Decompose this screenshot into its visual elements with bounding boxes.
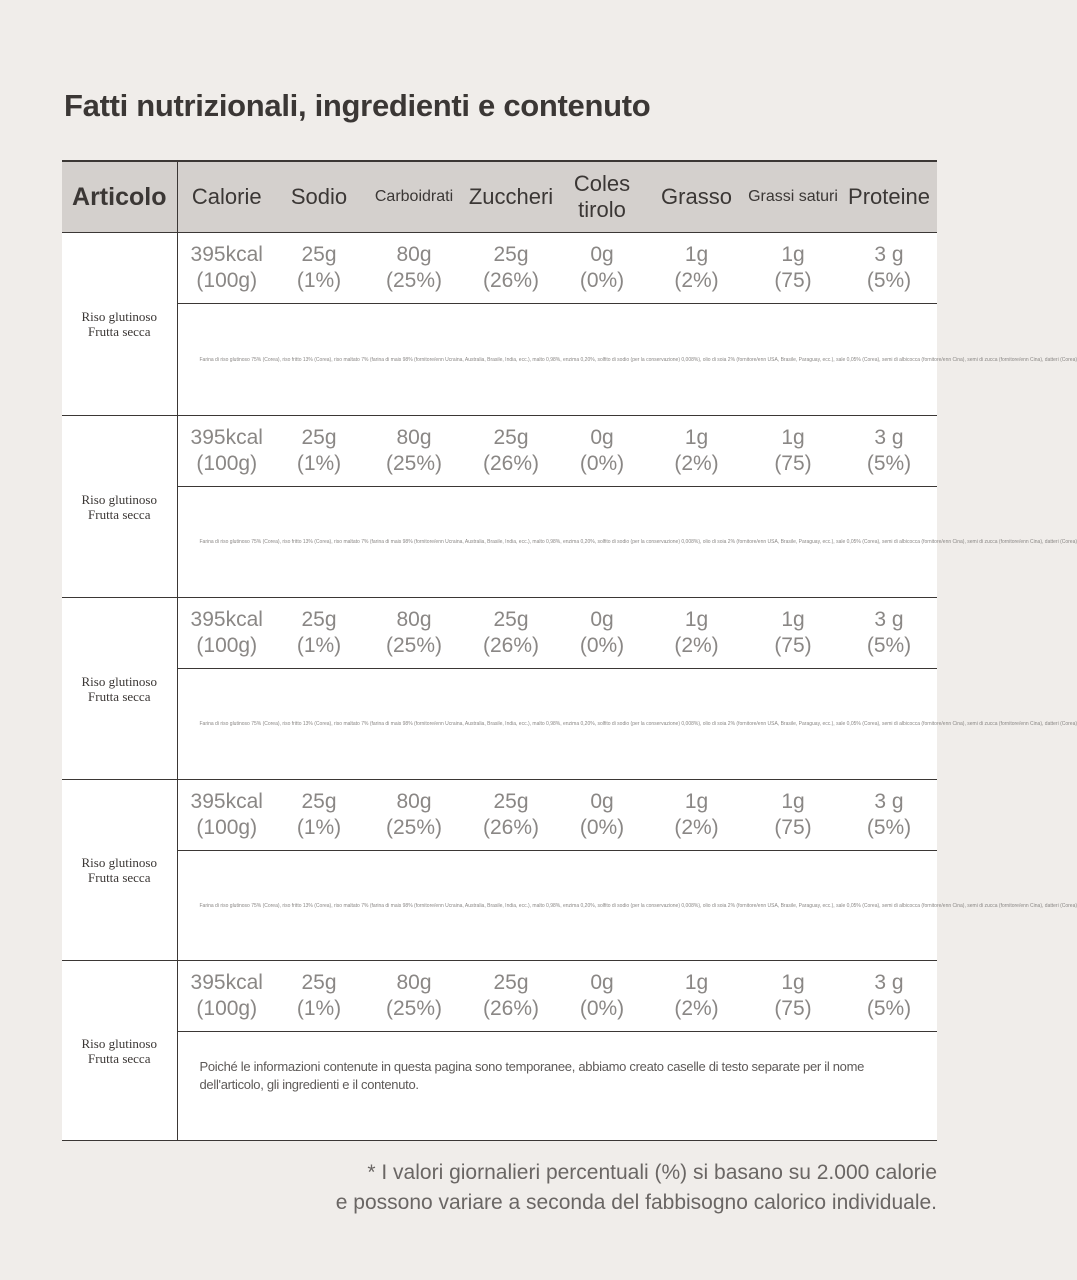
carbs-cell [362,780,466,851]
header-cholesterol-line2: tirolo [578,197,626,222]
carbs-sub: (25%) [385,452,443,475]
saturated-fat-value: 1g [781,243,805,266]
protein-cell [841,961,937,1032]
sugars-cell [466,416,556,487]
carbs-cell [362,416,466,487]
protein-value: 3 g [874,790,904,813]
sugars-value: 25g [493,426,529,449]
saturated-fat-sub: (75) [774,634,812,657]
sodium-sub: (1%) [296,997,342,1020]
item-name-line1: Riso glutinoso [81,673,157,689]
sodium-sub: (1%) [296,634,342,657]
item-name-line2: Frutta secca [88,688,151,704]
cholesterol-cell [556,233,648,304]
header-item: Articolo [62,161,177,233]
sugars-sub: (26%) [482,269,540,292]
item-name-cell [62,416,177,598]
carbs-value: 80g [396,971,432,994]
sodium-cell [276,598,362,669]
ingredients-text: Farina di riso glutinoso 75% (Corea), riso fritto 13% (Corea), riso maltato 7% (farina di mais 98% (fornitore/enn Ucraina, Australia, Brasile, India, ecc.), malto 0,98%, enzima 0,20%, solfito di sodio (per la conservazione) 0,008%), olio di soia 2% (fornitore/enn USA, Brasile, Paraguay, ecc.), sale 0,05% (Corea), semi di albicocca (fornitore/enn Cina), semi di zucca (fornitore/enn Cina), datteri (Corea) [177,487,937,598]
calories-value: 395kcal [190,971,263,994]
item-name-line1: Riso glutinoso [81,1035,157,1051]
fat-cell [648,598,745,669]
sugars-value: 25g [493,608,529,631]
fat-value: 1g [684,971,709,994]
temporary-info-note: Poiché le informazioni contenute in questa pagina sono temporanee, abbiamo creato caselle di testo separate per il nome dell'articolo, gli ingredienti e il contenuto. [177,1032,937,1141]
protein-sub: (5%) [866,452,912,475]
sodium-value: 25g [301,971,337,994]
fat-cell [648,233,745,304]
saturated-fat-value: 1g [781,971,805,994]
item-name-cell [62,598,177,780]
cholesterol-sub: (0%) [579,816,625,839]
saturated-fat-sub: (75) [774,269,812,292]
header-sodium: Sodio [276,161,362,233]
calories-value: 395kcal [190,243,263,266]
calories-sub: (100g) [196,997,258,1020]
item-name-line2: Frutta secca [88,324,151,339]
ingredients-text: Farina di riso glutinoso 75% (Corea), riso fritto 13% (Corea), riso maltato 7% (farina di mais 98% (fornitore/enn Ucraina, Australia, Brasile, India, ecc.), malto 0,98%, enzima 0,20%, solfito di sodio (per la conservazione) 0,008%), olio di soia 2% (fornitore/enn USA, Brasile, Paraguay, ecc.), sale 0,05% (Corea), semi di albicocca (fornitore/enn Cina), semi di zucca (fornitore/enn Cina), datteri (Corea) [177,669,937,780]
sugars-cell [466,598,556,669]
footnote-line2: e possono variare a seconda del fabbisogno calorico individuale. [335,1191,937,1214]
sugars-cell [466,233,556,304]
cholesterol-cell [556,598,648,669]
sodium-cell [276,416,362,487]
sugars-cell [466,780,556,851]
fat-value: 1g [684,426,709,449]
ingredients-row [62,487,937,598]
saturated-fat-value: 1g [781,790,805,813]
protein-cell [841,233,937,304]
cholesterol-cell [556,780,648,851]
protein-cell [841,416,937,487]
table-row [62,961,937,1032]
calories-value: 395kcal [190,608,263,631]
item-name-line2: Frutta secca [88,1050,151,1066]
table-row [62,416,937,487]
sugars-sub: (26%) [482,816,540,839]
cholesterol-value: 0g [590,790,614,813]
cholesterol-sub: (0%) [579,634,625,657]
cholesterol-value: 0g [590,426,614,449]
fat-sub: (2%) [674,997,719,1020]
protein-cell [841,780,937,851]
carbs-value: 80g [396,243,432,266]
sugars-value: 25g [493,971,529,994]
cholesterol-sub: (0%) [579,269,625,292]
calories-cell [177,416,276,487]
sodium-cell [276,233,362,304]
daily-value-footnote [137,1158,937,1218]
carbs-value: 80g [396,608,432,631]
protein-sub: (5%) [866,634,912,657]
fat-sub: (2%) [674,634,719,657]
carbs-sub: (25%) [385,997,443,1020]
protein-value: 3 g [874,243,904,266]
item-name-cell [62,961,177,1141]
cholesterol-cell [556,416,648,487]
sodium-cell [276,780,362,851]
calories-cell [177,961,276,1032]
table-row [62,598,937,669]
fat-sub: (2%) [674,269,719,292]
saturated-fat-cell [745,961,841,1032]
protein-value: 3 g [874,608,904,631]
calories-sub: (100g) [196,452,258,475]
sugars-value: 25g [493,790,529,813]
saturated-fat-sub: (75) [774,816,812,839]
calories-sub: (100g) [196,634,258,657]
table-row [62,233,937,304]
sugars-cell [466,961,556,1032]
sodium-value: 25g [301,608,337,631]
protein-value: 3 g [874,971,904,994]
sodium-value: 25g [301,426,337,449]
sugars-sub: (26%) [482,997,540,1020]
ingredients-text: Farina di riso glutinoso 75% (Corea), riso fritto 13% (Corea), riso maltato 7% (farina di mais 98% (fornitore/enn Ucraina, Australia, Brasile, India, ecc.), malto 0,98%, enzima 0,20%, solfito di sodio (per la conservazione) 0,008%), olio di soia 2% (fornitore/enn USA, Brasile, Paraguay, ecc.), sale 0,05% (Corea), semi di albicocca (fornitore/enn Cina), semi di zucca (fornitore/enn Cina), datteri (Corea) [177,851,937,961]
ingredients-text: Farina di riso glutinoso 75% (Corea), riso fritto 13% (Corea), riso maltato 7% (farina di mais 98% (fornitore/enn Ucraina, Australia, Brasile, India, ecc.), malto 0,98%, enzima 0,20%, solfito di sodio (per la conservazione) 0,008%), olio di soia 2% (fornitore/enn USA, Brasile, Paraguay, ecc.), sale 0,05% (Corea), semi di albicocca (fornitore/enn Cina), semi di zucca (fornitore/enn Cina), datteri (Corea) [177,304,937,416]
fat-value: 1g [684,608,709,631]
calories-cell [177,233,276,304]
item-name-line2: Frutta secca [88,506,151,522]
fat-cell [648,780,745,851]
saturated-fat-value: 1g [781,608,805,631]
fat-value: 1g [684,243,709,266]
ingredients-row [62,304,937,416]
sodium-sub: (1%) [296,816,342,839]
note-row [62,1032,937,1141]
carbs-cell [362,961,466,1032]
page-title: Fatti nutrizionali, ingredienti e contenuto [64,88,651,123]
carbs-sub: (25%) [385,816,443,839]
table-header-row [62,161,937,233]
header-calories: Calorie [177,161,276,233]
saturated-fat-cell [745,416,841,487]
item-name-line1: Riso glutinoso [81,491,157,507]
fat-value: 1g [684,790,709,813]
calories-value: 395kcal [190,426,263,449]
footnote-line1: * I valori giornalieri percentuali (%) si basano su 2.000 calorie [367,1161,937,1184]
saturated-fat-cell [745,598,841,669]
item-name-line1: Riso glutinoso [81,855,157,870]
fat-cell [648,416,745,487]
sugars-value: 25g [493,243,529,266]
fat-cell [648,961,745,1032]
cholesterol-value: 0g [590,243,614,266]
fat-sub: (2%) [674,816,719,839]
saturated-fat-value: 1g [781,426,805,449]
sodium-sub: (1%) [296,452,342,475]
sodium-sub: (1%) [296,269,342,292]
header-saturated-fat: Grassi saturi [745,161,841,233]
sugars-sub: (26%) [482,634,540,657]
calories-cell [177,598,276,669]
saturated-fat-cell [745,233,841,304]
calories-sub: (100g) [196,816,258,839]
cholesterol-value: 0g [590,608,614,631]
carbs-value: 80g [396,790,432,813]
saturated-fat-sub: (75) [774,997,812,1020]
protein-sub: (5%) [866,816,912,839]
carbs-cell [362,598,466,669]
protein-cell [841,598,937,669]
item-name-line1: Riso glutinoso [81,309,157,324]
carbs-sub: (25%) [385,269,443,292]
carbs-cell [362,233,466,304]
nutrition-table [62,160,1077,1141]
table-row [62,780,937,851]
cholesterol-value: 0g [590,971,614,994]
saturated-fat-cell [745,780,841,851]
carbs-value: 80g [396,426,432,449]
carbs-sub: (25%) [385,634,443,657]
cholesterol-sub: (0%) [579,997,625,1020]
fat-sub: (2%) [674,452,719,475]
protein-sub: (5%) [866,997,912,1020]
header-carbs: Carboidrati [362,161,466,233]
sugars-sub: (26%) [482,452,540,475]
protein-value: 3 g [874,426,904,449]
item-name-line2: Frutta secca [88,870,151,885]
item-name-cell [62,233,177,416]
sodium-value: 25g [301,790,337,813]
nutrition-table-container [62,160,1077,1141]
sodium-cell [276,961,362,1032]
header-cholesterol [556,161,648,233]
header-sugars: Zuccheri [466,161,556,233]
header-cholesterol-line1: Coles [573,171,631,196]
calories-value: 395kcal [190,790,263,813]
protein-sub: (5%) [866,269,912,292]
calories-sub: (100g) [196,269,258,292]
ingredients-row [62,851,937,961]
saturated-fat-sub: (75) [774,452,812,475]
cholesterol-cell [556,961,648,1032]
ingredients-row [62,669,937,780]
calories-cell [177,780,276,851]
sodium-value: 25g [301,243,337,266]
cholesterol-sub: (0%) [579,452,625,475]
header-protein: Proteine [841,161,937,233]
header-fat: Grasso [648,161,745,233]
item-name-cell [62,780,177,961]
